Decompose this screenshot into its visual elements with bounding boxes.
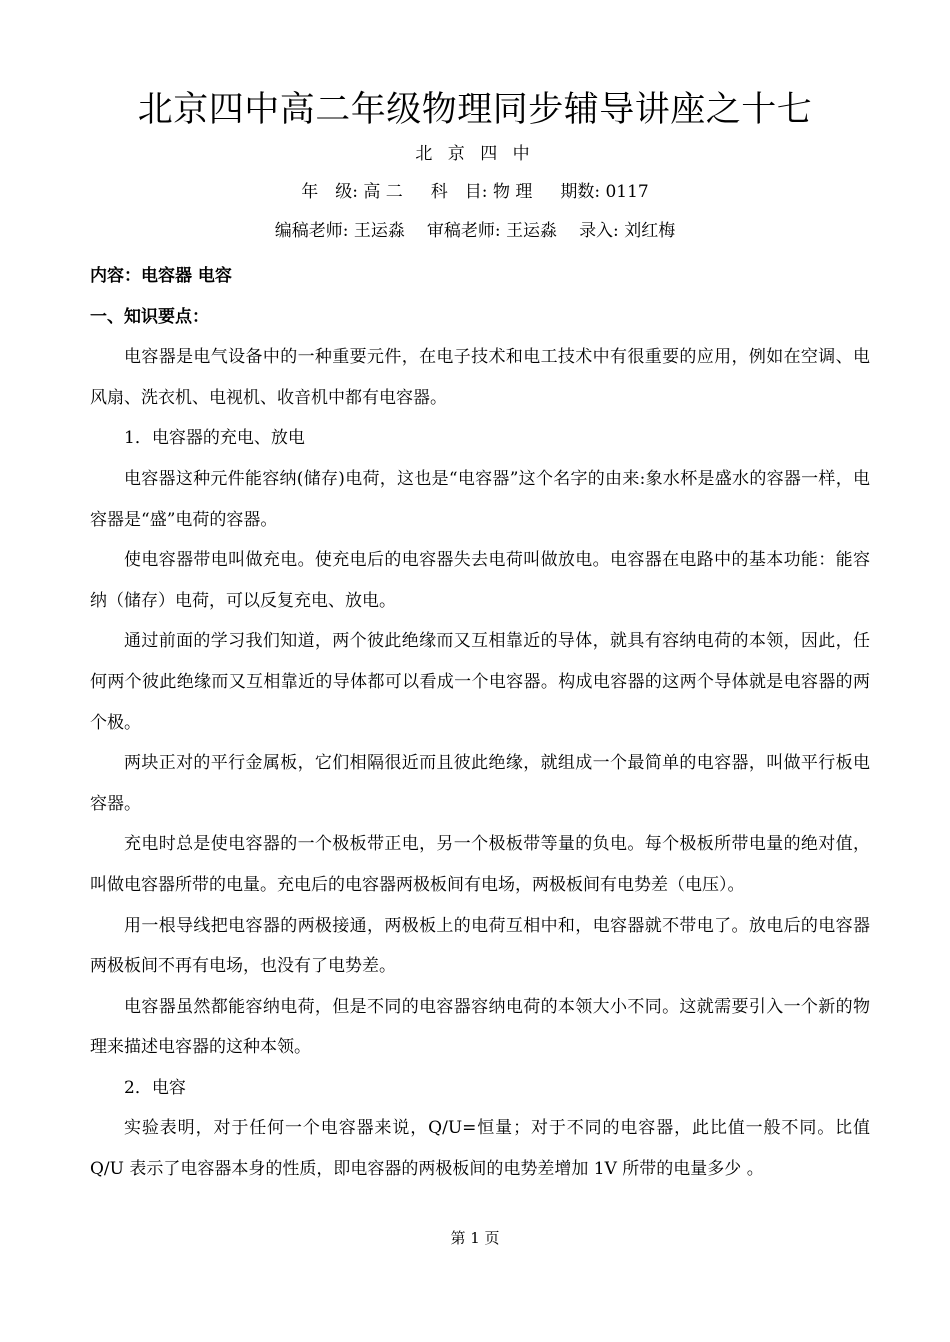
subheading-capacitance: 2．电容 bbox=[124, 1077, 186, 1098]
paragraph-intro: 电容器是电气设备中的一种重要元件，在电子技术和电工技术中有很重要的应用，例如在空调、电风扇、洗衣机、电视机、收音机中都有电容器。 bbox=[90, 347, 870, 408]
document-body bbox=[90, 256, 870, 1190]
issue-label: 期数: bbox=[560, 182, 601, 202]
subheading-charge-discharge: 1．电容器的充电、放电 bbox=[124, 428, 305, 449]
subject-label: 科 目: bbox=[430, 182, 488, 202]
reviewer-value: 王运淼 bbox=[506, 221, 558, 241]
course-info-line bbox=[0, 178, 950, 206]
subject-value: 物 理 bbox=[492, 182, 533, 202]
page-number: 第 1 页 bbox=[450, 1229, 500, 1247]
grade-label: 年 级: bbox=[301, 182, 358, 202]
paragraph-parallel-plate: 两块正对的平行金属板，它们相隔很近而且彼此绝缘，就组成一个最简单的电容器，叫做平行板电容器。 bbox=[90, 753, 870, 814]
credits-line bbox=[0, 217, 950, 245]
grade-value: 高 二 bbox=[363, 182, 403, 202]
content-heading: 内容：电容器 电容 bbox=[90, 266, 232, 286]
paragraph-capacitor-name: 电容器这种元件能容纳(储存)电荷，这也是“电容器”这个名字的由来:象水杯是盛水的容器一样，电容器是“盛”电荷的容器。 bbox=[90, 468, 870, 530]
document-title: 北京四中高二年级物理同步辅导讲座之十七 bbox=[137, 90, 813, 130]
paragraph-capacitance-ratio: 实验表明，对于任何一个电容器来说，Q/U=恒量；对于不同的电容器，此比值一般不同。比值 Q/U 表示了电容器本身的性质，即电容器的两极板间的电势差增加 1V 所带的电量多少 。 bbox=[90, 1118, 870, 1180]
paragraph-charge-amount: 充电时总是使电容器的一个极板带正电，另一个极板带等量的负电。每个极板所带电量的绝对值，叫做电容器所带的电量。充电后的电容器两极板间有电场，两极板间有电势差（电压）。 bbox=[90, 834, 870, 895]
section-heading: 一、知识要点： bbox=[90, 306, 209, 327]
school-name: 北 京 四 中 bbox=[415, 144, 535, 164]
paragraph-charging-definition: 使电容器带电叫做充电。使充电后的电容器失去电荷叫做放电。电容器在电路中的基本功能：能容纳（储存）电荷，可以反复充电、放电。 bbox=[90, 550, 870, 611]
paragraph-discharge: 用一根导线把电容器的两极接通，两极板上的电荷互相中和，电容器就不带电了。放电后的电容器两极板间不再有电场，也没有了电势差。 bbox=[90, 915, 870, 977]
reviewer-label: 审稿老师: bbox=[426, 221, 501, 241]
paragraph-capacity-ability: 电容器虽然都能容纳电荷，但是不同的电容器容纳电荷的本领大小不同。这就需要引入一个新的物理来描述电容器的这种本领。 bbox=[90, 996, 870, 1058]
paragraph-conductors: 通过前面的学习我们知道，两个彼此绝缘而又互相靠近的导体，就具有容纳电荷的本领，因此，任何两个彼此绝缘而又互相靠近的导体都可以看成一个电容器。构成电容器的这两个导体就是电容器的两个极。 bbox=[90, 631, 870, 733]
editor-value: 王运淼 bbox=[353, 221, 405, 241]
typist-value: 刘红梅 bbox=[624, 221, 676, 241]
issue-value: 0117 bbox=[605, 182, 649, 202]
typist-label: 录入: bbox=[579, 221, 619, 241]
editor-label: 编稿老师: bbox=[274, 221, 349, 241]
